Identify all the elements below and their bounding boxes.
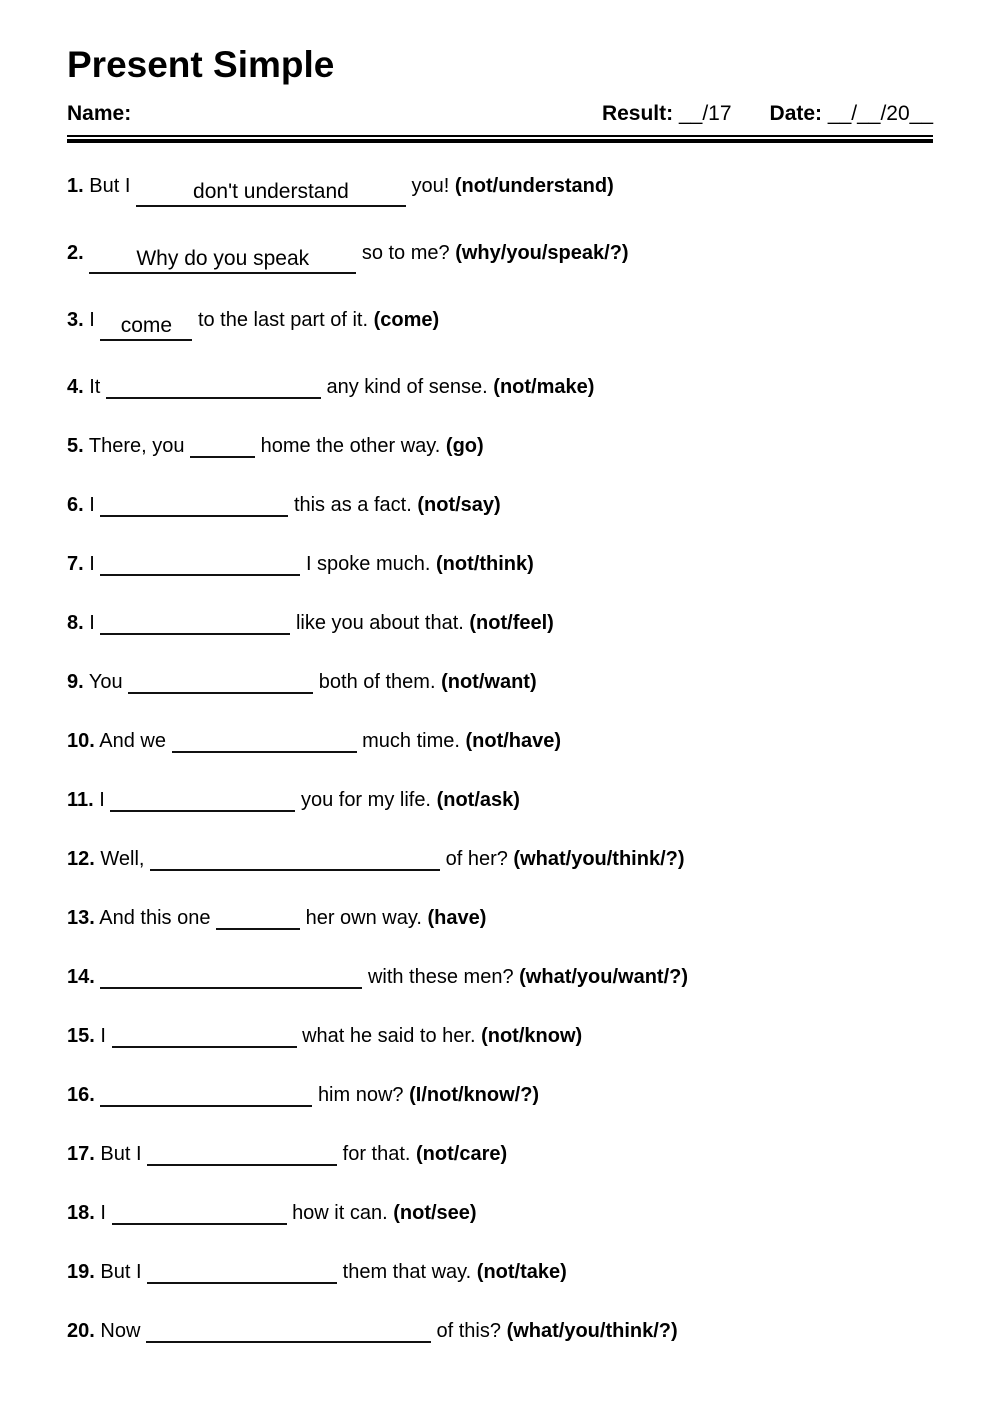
question-row [67, 788, 933, 813]
verb-hint: (go) [445, 435, 484, 457]
question-list [67, 143, 933, 1344]
question-number: 19. [67, 1261, 95, 1283]
question-pre-text: I [100, 1025, 106, 1047]
question-number: 15. [67, 1025, 95, 1047]
question-row [67, 174, 933, 207]
result-value[interactable]: __/17 [678, 102, 732, 125]
answer-blank[interactable] [100, 611, 290, 635]
verb-hint: (not/see) [393, 1202, 477, 1224]
question-number: 1. [67, 175, 84, 197]
verb-hint: (come) [373, 309, 440, 331]
answer-blank[interactable] [112, 1024, 297, 1048]
header-divider [67, 135, 933, 143]
question-post-text: home the other way. [260, 435, 441, 457]
question-post-text: like you about that. [295, 612, 464, 634]
question-row [67, 965, 933, 990]
answer-blank[interactable] [150, 847, 440, 871]
answer-blank[interactable] [100, 965, 362, 989]
date-field [770, 102, 933, 126]
question-pre-text: It [89, 376, 101, 398]
question-number: 13. [67, 907, 95, 929]
question-row [67, 552, 933, 577]
question-pre-text: But I [100, 1261, 142, 1283]
question-post-text: much time. [362, 730, 460, 752]
result-label: Result: [601, 102, 674, 125]
meta-right-group [602, 102, 933, 126]
question-number: 6. [67, 494, 84, 516]
question-post-text: you! [411, 175, 450, 197]
question-pre-text: I [89, 553, 95, 575]
question-pre-text: You [88, 671, 123, 693]
answer-blank[interactable] [146, 1319, 431, 1343]
question-post-text: I spoke much. [305, 553, 431, 575]
question-row [67, 1083, 933, 1108]
answer-blank[interactable] [112, 1201, 287, 1225]
question-number: 4. [67, 376, 84, 398]
question-post-text: both of them. [318, 671, 436, 693]
verb-hint: (not/care) [416, 1143, 508, 1165]
question-post-text: of her? [445, 848, 508, 870]
verb-hint: (not/take) [476, 1261, 567, 1283]
answer-blank[interactable] [100, 552, 300, 576]
question-number: 9. [67, 671, 84, 693]
question-row [67, 729, 933, 754]
answer-blank[interactable] [89, 247, 356, 274]
verb-hint: (I/not/know/?) [409, 1084, 540, 1106]
question-number: 12. [67, 848, 95, 870]
question-number: 5. [67, 435, 84, 457]
question-row [67, 493, 933, 518]
question-post-text: this as a fact. [293, 494, 412, 516]
question-number: 17. [67, 1143, 95, 1165]
student-answer: don't understand [193, 180, 349, 203]
verb-hint: (not/make) [493, 376, 595, 398]
question-row [67, 906, 933, 931]
verb-hint: (why/you/speak/?) [455, 242, 629, 264]
verb-hint: (have) [427, 907, 487, 929]
question-post-text: so to me? [361, 242, 450, 264]
answer-blank[interactable] [128, 670, 313, 694]
question-pre-text: But I [89, 175, 131, 197]
question-row [67, 434, 933, 459]
question-post-text: of this? [436, 1320, 501, 1342]
question-number: 20. [67, 1320, 95, 1342]
question-row [67, 241, 933, 274]
answer-blank[interactable] [136, 180, 406, 207]
question-row [67, 611, 933, 636]
question-row [67, 308, 933, 341]
question-number: 10. [67, 730, 95, 752]
question-row [67, 1142, 933, 1167]
answer-blank[interactable] [100, 493, 288, 517]
question-number: 7. [67, 553, 84, 575]
question-pre-text: Well, [100, 848, 145, 870]
answer-blank[interactable] [147, 1142, 337, 1166]
answer-blank[interactable] [100, 1083, 312, 1107]
verb-hint: (not/think) [436, 553, 534, 575]
answer-blank[interactable] [100, 314, 192, 341]
question-number: 3. [67, 309, 84, 331]
answer-blank[interactable] [216, 906, 300, 930]
question-row [67, 1201, 933, 1226]
verb-hint: (not/understand) [454, 175, 614, 197]
verb-hint: (what/you/want/?) [519, 966, 689, 988]
question-pre-text: I [89, 309, 95, 331]
question-post-text: with these men? [367, 966, 514, 988]
question-post-text: how it can. [292, 1202, 388, 1224]
question-row [67, 1260, 933, 1285]
question-post-text: any kind of sense. [326, 376, 488, 398]
question-post-text: him now? [317, 1084, 404, 1106]
question-row [67, 375, 933, 400]
question-number: 11. [67, 789, 94, 811]
page-title: Present Simple [67, 44, 335, 85]
question-pre-text: I [89, 494, 95, 516]
question-post-text: what he said to her. [302, 1025, 476, 1047]
verb-hint: (what/you/think/?) [506, 1320, 678, 1342]
question-post-text: them that way. [342, 1261, 472, 1283]
answer-blank[interactable] [110, 788, 295, 812]
question-pre-text: But I [100, 1143, 142, 1165]
question-number: 2. [67, 242, 84, 264]
student-answer: come [120, 314, 173, 337]
question-number: 8. [67, 612, 84, 634]
question-pre-text: And we [99, 730, 166, 752]
question-pre-text: And this one [99, 907, 211, 929]
result-field [602, 102, 732, 126]
question-number: 16. [67, 1084, 95, 1106]
verb-hint: (not/want) [441, 671, 537, 693]
verb-hint: (not/have) [465, 730, 562, 752]
question-post-text: her own way. [305, 907, 422, 929]
question-row [67, 847, 933, 872]
question-pre-text: I [89, 612, 95, 634]
verb-hint: (what/you/think/?) [513, 848, 685, 870]
question-row [67, 1319, 933, 1344]
verb-hint: (not/say) [417, 494, 501, 516]
verb-hint: (not/know) [481, 1025, 583, 1047]
question-pre-text: I [99, 789, 105, 811]
question-post-text: you for my life. [300, 789, 431, 811]
question-pre-text: I [100, 1202, 106, 1224]
verb-hint: (not/feel) [469, 612, 554, 634]
answer-blank[interactable] [106, 375, 321, 399]
name-label: Name: [67, 102, 132, 125]
question-post-text: for that. [342, 1143, 411, 1165]
answer-blank[interactable] [147, 1260, 337, 1284]
date-value[interactable]: __/__/20__ [827, 102, 933, 125]
question-row [67, 670, 933, 695]
question-number: 18. [67, 1202, 95, 1224]
worksheet-meta-row [67, 102, 933, 126]
question-post-text: to the last part of it. [197, 309, 369, 331]
question-pre-text: There, you [88, 435, 185, 457]
answer-blank[interactable] [190, 434, 255, 458]
question-row [67, 1024, 933, 1049]
verb-hint: (not/ask) [436, 789, 520, 811]
date-label: Date: [769, 102, 823, 125]
question-pre-text: Now [100, 1320, 141, 1342]
question-number: 14. [67, 966, 95, 988]
student-answer: Why do you speak [136, 247, 310, 270]
answer-blank[interactable] [172, 729, 357, 753]
